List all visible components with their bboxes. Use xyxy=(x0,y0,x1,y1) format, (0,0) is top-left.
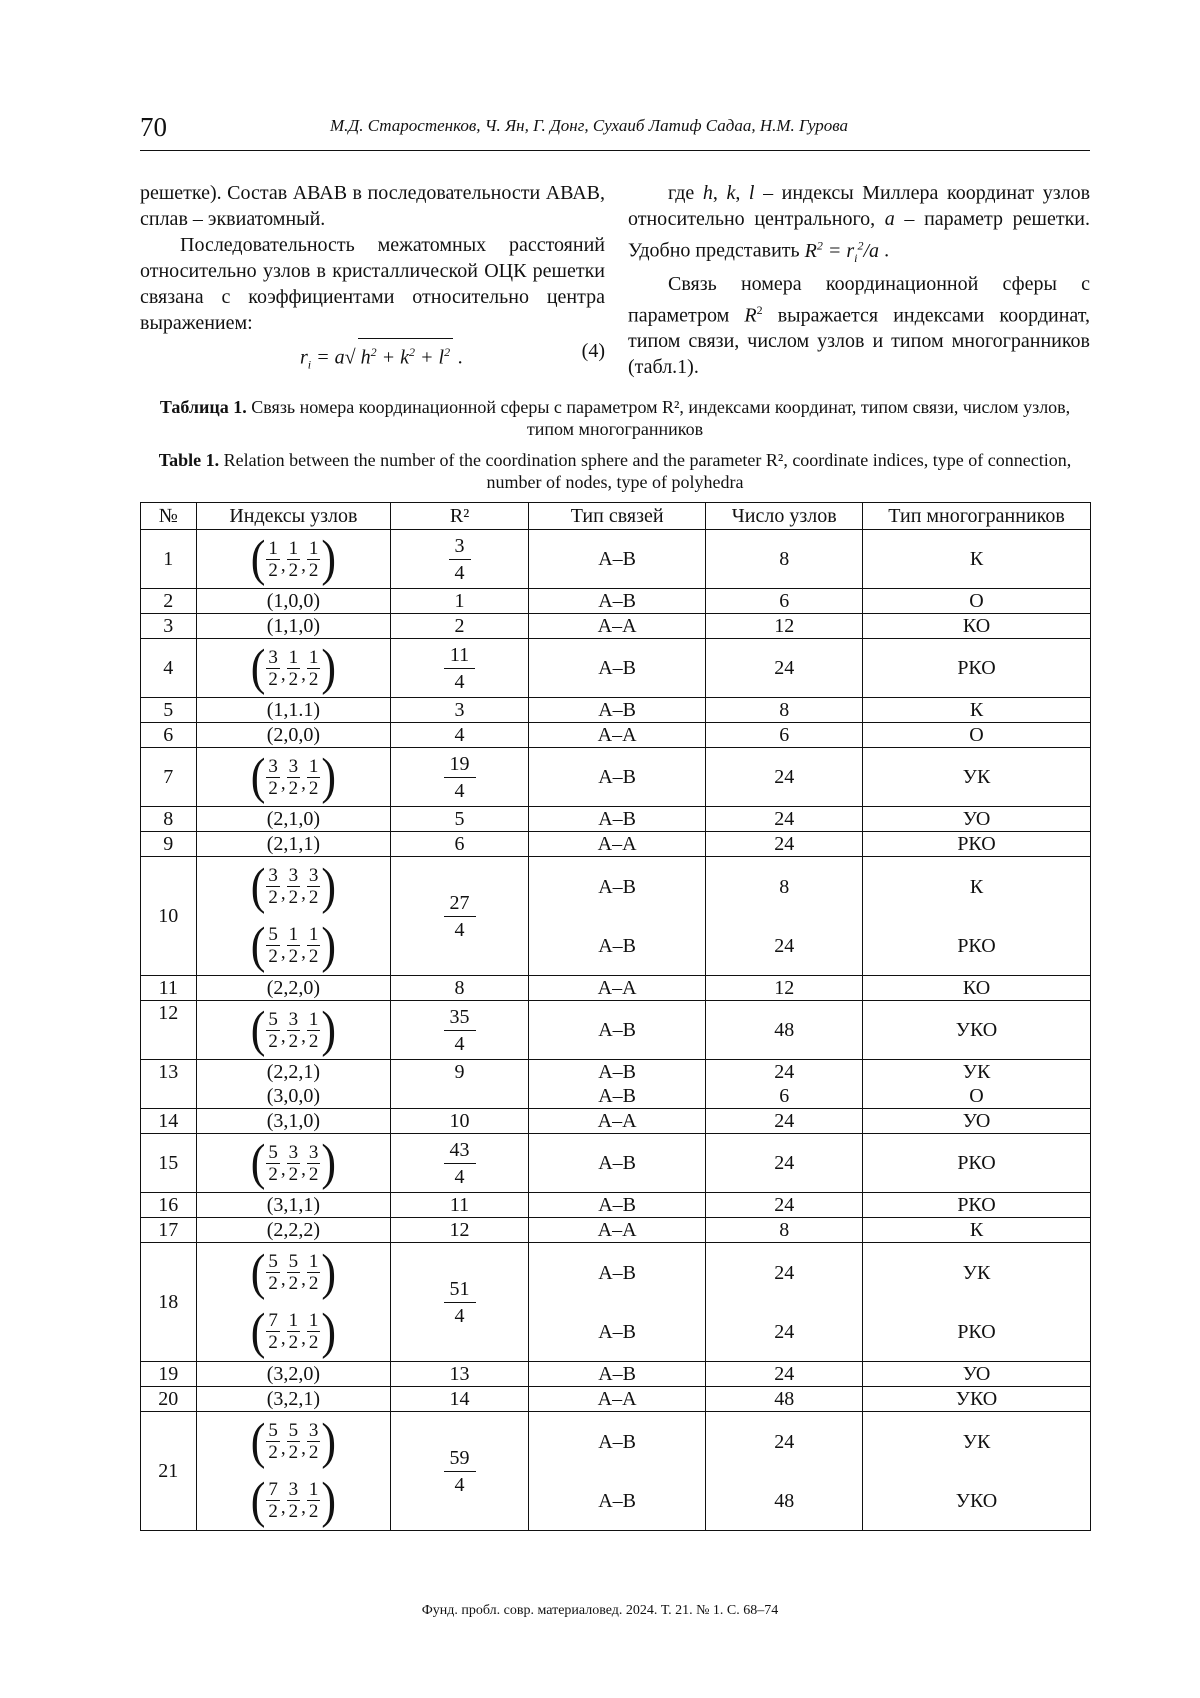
right-paragraph-1: где h, k, l – индексы Миллера координат узлов относительно центрального, a – параметр решетки. Удобно представить $R^2 = r_i^2/a$ . xyxy=(628,182,1091,265)
header-node-count: Число узлов xyxy=(706,503,863,530)
r2-value: 5 xyxy=(391,807,529,832)
polyhedra-type: КО xyxy=(863,614,1091,639)
r2-value: $\frac{43}{4}$ xyxy=(391,1134,529,1193)
node-indices: ( $\frac{5}{2}$ , $\frac{3}{2}$ , $\frac{3}{2}$ ) xyxy=(196,1134,391,1193)
row-number: 1 xyxy=(141,530,197,589)
node-count: 24 xyxy=(706,639,863,698)
header-polyhedra: Тип многогранников xyxy=(863,503,1091,530)
r2-value: 11 xyxy=(391,1193,529,1218)
bond-type: А–В xyxy=(528,589,705,614)
table-row xyxy=(141,1218,1091,1243)
node-count: 12 xyxy=(706,976,863,1001)
node-count: 48 xyxy=(706,1387,863,1412)
row-number: 3 xyxy=(141,614,197,639)
bond-type: А–В xyxy=(528,807,705,832)
formula-line xyxy=(140,338,605,372)
row-number: 12 xyxy=(141,1001,197,1060)
node-count: 8 24 xyxy=(706,857,863,976)
bond-type: А–В xyxy=(528,639,705,698)
bond-type: А–А xyxy=(528,1218,705,1243)
bond-type: А–В xyxy=(528,748,705,807)
node-count: 24 48 xyxy=(706,1412,863,1531)
polyhedra-type: К xyxy=(863,698,1091,723)
row-number: 2 xyxy=(141,589,197,614)
polyhedra-type: УК УКО xyxy=(863,1412,1091,1531)
table-row xyxy=(141,1412,1091,1531)
node-indices: (2,2,1) (3,0,0) xyxy=(196,1060,391,1109)
row-number: 11 xyxy=(141,976,197,1001)
node-indices: ( $\frac{5}{2}$ , $\frac{5}{2}$ , $\frac{1}{2}$ ) ( $\frac{7}{2}$ , $\frac{1}{2}$ , $\frac{1}{2}$ ) xyxy=(196,1243,391,1362)
left-column xyxy=(140,180,605,372)
node-count: 6 xyxy=(706,589,863,614)
row-number: 19 xyxy=(141,1362,197,1387)
bond-type: А–А xyxy=(528,1109,705,1134)
right-paragraph-2: Связь номера координационной сферы с параметром $R^2$ выражается индексами координат, типом связи, числом узлов и типом многогранников (табл.1). xyxy=(628,272,1090,379)
table-row xyxy=(141,857,1091,976)
polyhedra-type: УКО xyxy=(863,1387,1091,1412)
node-count: 6 xyxy=(706,723,863,748)
node-count: 48 xyxy=(706,1001,863,1060)
bond-type: А–В xyxy=(528,1362,705,1387)
r2-value: 3 xyxy=(391,698,529,723)
bond-type: А–А xyxy=(528,832,705,857)
r2-value: 4 xyxy=(391,723,529,748)
polyhedra-type: УО xyxy=(863,1362,1091,1387)
node-count: 8 xyxy=(706,530,863,589)
row-number: 18 xyxy=(141,1243,197,1362)
table-row xyxy=(141,723,1091,748)
caption-ru-text: Связь номера координационной сферы с параметром R², индексами координат, типом связи, числом узлов, типом многогранников xyxy=(251,397,1071,439)
polyhedra-type: УК О xyxy=(863,1060,1091,1109)
polyhedra-type: К РКО xyxy=(863,857,1091,976)
r2-value: $\frac{35}{4}$ xyxy=(391,1001,529,1060)
table-row xyxy=(141,748,1091,807)
node-count: 24 xyxy=(706,1362,863,1387)
node-indices: ( $\frac{5}{2}$ , $\frac{3}{2}$ , $\frac{1}{2}$ ) xyxy=(196,1001,391,1060)
running-head: М.Д. Старостенков, Ч. Ян, Г. Донг, Сухаиб Латиф Садаа, Н.М. Гурова xyxy=(330,116,849,135)
node-count: 24 xyxy=(706,807,863,832)
bond-type: А–В А–В xyxy=(528,857,705,976)
node-indices: (3,2,1) xyxy=(196,1387,391,1412)
bond-type: А–В А–В xyxy=(528,1412,705,1531)
coordination-sphere-table xyxy=(140,502,1091,1531)
node-indices: ( $\frac{5}{2}$ , $\frac{5}{2}$ , $\frac{3}{2}$ ) ( $\frac{7}{2}$ , $\frac{3}{2}$ , $\frac{1}{2}$ ) xyxy=(196,1412,391,1531)
node-count: 24 xyxy=(706,1109,863,1134)
equation-number: (4) xyxy=(581,340,605,362)
r2-value: 13 xyxy=(391,1362,529,1387)
header-indices: Индексы узлов xyxy=(196,503,391,530)
polyhedra-type: УК РКО xyxy=(863,1243,1091,1362)
row-number: 14 xyxy=(141,1109,197,1134)
bond-type: А–В xyxy=(528,1001,705,1060)
left-paragraph-1: решетке). Состав АВАВ в последовательности АВАВ, сплав – эквиатомный. xyxy=(140,182,605,230)
r2-value: $\frac{3}{4}$ xyxy=(391,530,529,589)
polyhedra-type: УО xyxy=(863,1109,1091,1134)
node-indices: (2,0,0) xyxy=(196,723,391,748)
page-number: 70 xyxy=(140,112,167,142)
table-row xyxy=(141,698,1091,723)
r2-value: 10 xyxy=(391,1109,529,1134)
r2-value: $\frac{27}{4}$ xyxy=(391,857,529,976)
polyhedra-type: РКО xyxy=(863,639,1091,698)
row-number: 6 xyxy=(141,723,197,748)
bond-type: А–В xyxy=(528,1193,705,1218)
r2-value: $\frac{19}{4}$ xyxy=(391,748,529,807)
r2-value: $\frac{11}{4}$ xyxy=(391,639,529,698)
row-number: 9 xyxy=(141,832,197,857)
node-indices: (2,2,2) xyxy=(196,1218,391,1243)
row-number: 13 xyxy=(141,1060,197,1109)
bond-type: А–В А–В xyxy=(528,1060,705,1109)
table-row xyxy=(141,530,1091,589)
row-number: 10 xyxy=(141,857,197,976)
table-row xyxy=(141,1243,1091,1362)
bond-type: А–А xyxy=(528,723,705,748)
row-number: 4 xyxy=(141,639,197,698)
node-indices: (2,2,0) xyxy=(196,976,391,1001)
r2-value: 2 xyxy=(391,614,529,639)
bond-type: А–В xyxy=(528,530,705,589)
r2-value: 14 xyxy=(391,1387,529,1412)
r2-value: 9 xyxy=(391,1060,529,1109)
node-indices: ( $\frac{1}{2}$ , $\frac{1}{2}$ , $\frac{1}{2}$ ) xyxy=(196,530,391,589)
caption-en-text: Relation between the number of the coordination sphere and the parameter R², coordinate indices, type of connection, number of nodes, type of polyhedra xyxy=(223,450,1072,492)
r2-value: 1 xyxy=(391,589,529,614)
table-header-row xyxy=(141,503,1091,530)
node-indices: (1,0,0) xyxy=(196,589,391,614)
formula-4: $r_i = a√$ $h^2 + k^2 + l^2$ . xyxy=(300,338,463,378)
node-indices: (1,1.1) xyxy=(196,698,391,723)
node-indices: (3,1,1) xyxy=(196,1193,391,1218)
polyhedra-type: К xyxy=(863,530,1091,589)
node-count: 24 xyxy=(706,748,863,807)
bond-type: А–А xyxy=(528,614,705,639)
r2-value: 12 xyxy=(391,1218,529,1243)
r2-value: $\frac{59}{4}$ xyxy=(391,1412,529,1531)
table-row xyxy=(141,614,1091,639)
row-number: 15 xyxy=(141,1134,197,1193)
node-indices: (2,1,1) xyxy=(196,832,391,857)
node-indices: (3,2,0) xyxy=(196,1362,391,1387)
row-number: 5 xyxy=(141,698,197,723)
r2-value: 8 xyxy=(391,976,529,1001)
node-indices: ( $\frac{3}{2}$ , $\frac{3}{2}$ , $\frac{3}{2}$ ) ( $\frac{5}{2}$ , $\frac{1}{2}$ , $\frac{1}{2}$ ) xyxy=(196,857,391,976)
row-number: 7 xyxy=(141,748,197,807)
polyhedra-type: РКО xyxy=(863,1134,1091,1193)
table-row xyxy=(141,807,1091,832)
table-row xyxy=(141,1134,1091,1193)
row-number: 17 xyxy=(141,1218,197,1243)
left-paragraph-2: Последовательность межатомных расстояний относительно узлов в кристаллической ОЦК решетки связана с коэффициентами относительно центра выражением: xyxy=(140,234,605,334)
bond-type: А–В А–В xyxy=(528,1243,705,1362)
r2-value: 6 xyxy=(391,832,529,857)
header-rule xyxy=(140,150,1090,151)
polyhedra-type: РКО xyxy=(863,1193,1091,1218)
table-row xyxy=(141,1109,1091,1134)
caption-en xyxy=(140,449,1090,493)
polyhedra-type: УК xyxy=(863,748,1091,807)
node-count: 24 xyxy=(706,1193,863,1218)
node-count: 8 xyxy=(706,698,863,723)
node-indices: (3,1,0) xyxy=(196,1109,391,1134)
r2-value: $\frac{51}{4}$ xyxy=(391,1243,529,1362)
polyhedra-type: КО xyxy=(863,976,1091,1001)
table-row xyxy=(141,589,1091,614)
bond-type: А–А xyxy=(528,976,705,1001)
table-body xyxy=(141,530,1091,1531)
row-number: 8 xyxy=(141,807,197,832)
table-row xyxy=(141,1060,1091,1109)
node-count: 12 xyxy=(706,614,863,639)
polyhedra-type: О xyxy=(863,589,1091,614)
row-number: 16 xyxy=(141,1193,197,1218)
node-count: 24 xyxy=(706,1134,863,1193)
header-number: № xyxy=(141,503,197,530)
node-indices: ( $\frac{3}{2}$ , $\frac{3}{2}$ , $\frac{1}{2}$ ) xyxy=(196,748,391,807)
table-row xyxy=(141,1387,1091,1412)
table-row xyxy=(141,1001,1091,1060)
table-row xyxy=(141,1193,1091,1218)
right-column xyxy=(628,180,1090,380)
polyhedra-type: УКО xyxy=(863,1001,1091,1060)
table-row xyxy=(141,976,1091,1001)
footer: Фунд. пробл. совр. материаловед. 2024. Т. 21. № 1. С. 68–74 xyxy=(421,1603,779,1618)
caption-ru xyxy=(140,396,1090,440)
bond-type: А–А xyxy=(528,1387,705,1412)
polyhedra-type: УО xyxy=(863,807,1091,832)
row-number: 21 xyxy=(141,1412,197,1531)
node-indices: (2,1,0) xyxy=(196,807,391,832)
caption-en-label: Table 1. xyxy=(158,450,220,470)
bond-type: А–В xyxy=(528,698,705,723)
node-count: 24 6 xyxy=(706,1060,863,1109)
row-number: 20 xyxy=(141,1387,197,1412)
node-indices: (1,1,0) xyxy=(196,614,391,639)
caption-ru-label: Таблица 1. xyxy=(159,397,247,417)
table-row xyxy=(141,1362,1091,1387)
node-indices: ( $\frac{3}{2}$ , $\frac{1}{2}$ , $\frac{1}{2}$ ) xyxy=(196,639,391,698)
node-count: 8 xyxy=(706,1218,863,1243)
bond-type: А–В xyxy=(528,1134,705,1193)
polyhedra-type: РКО xyxy=(863,832,1091,857)
polyhedra-type: К xyxy=(863,1218,1091,1243)
header-bond-type: Тип связей xyxy=(528,503,705,530)
header-r2: R² xyxy=(391,503,529,530)
table-row xyxy=(141,639,1091,698)
node-count: 24 xyxy=(706,832,863,857)
table-row xyxy=(141,832,1091,857)
polyhedra-type: О xyxy=(863,723,1091,748)
node-count: 24 24 xyxy=(706,1243,863,1362)
